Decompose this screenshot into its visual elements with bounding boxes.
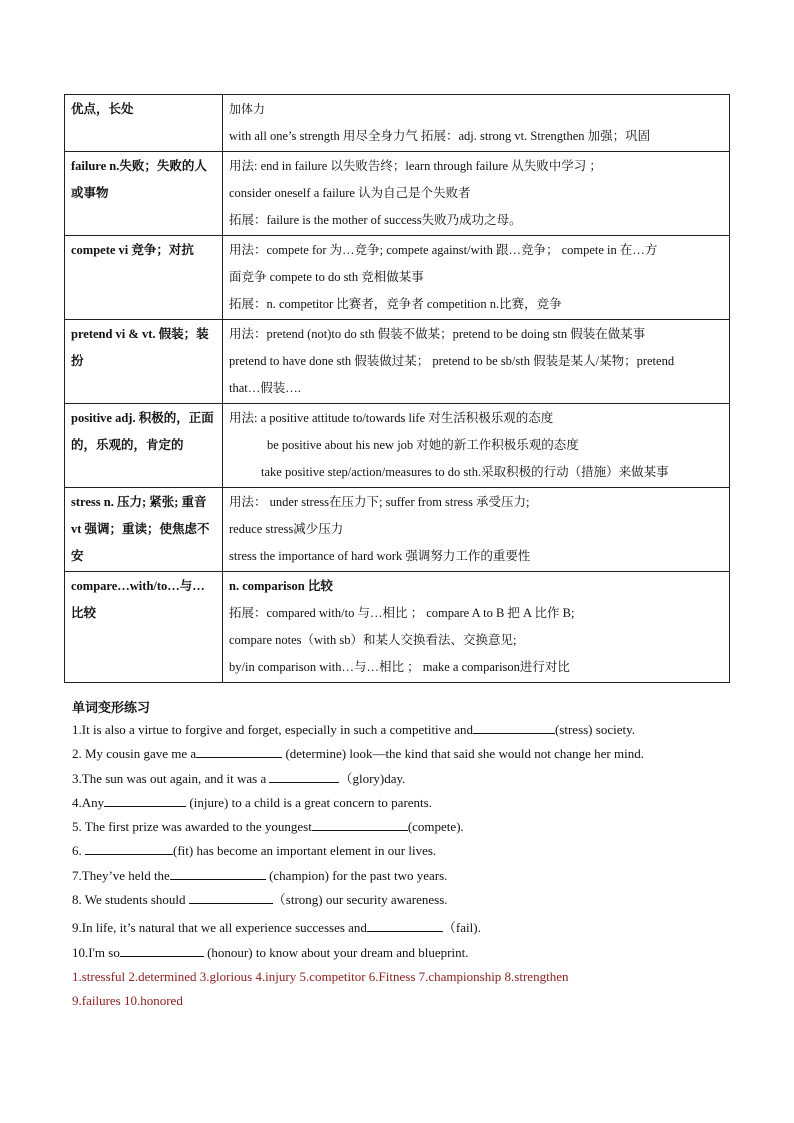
exercise-list: [72, 718, 732, 1014]
usage-line: pretend to have done sth 假装做过某； pretend to be sb/sth 假装是某人/某物；pretend: [229, 354, 675, 368]
exercise-item: [72, 767, 732, 791]
usage-line: compare notes（with sb）和某人交换看法、交换意见;: [229, 633, 517, 647]
exercise-text: 6.: [72, 843, 85, 859]
usage-line: 用法： under stress在压力下; suffer from stress 承受压力;: [229, 495, 530, 509]
usage-line: 用法: end in failure 以失败告终；learn through failure 从失败中学习 ；: [229, 159, 602, 173]
answer-blank[interactable]: [312, 818, 408, 831]
answer-blank[interactable]: [473, 721, 555, 734]
word-cell: 优点，长处: [65, 95, 223, 152]
answer-blank[interactable]: [85, 842, 173, 855]
answer-blank[interactable]: [104, 794, 186, 807]
usage-line: stress the importance of hard work 强调努力工作的重要性: [229, 549, 531, 563]
table-row: [65, 488, 730, 572]
usage-line: consider oneself a failure 认为自己是个失败者: [229, 186, 471, 200]
usage-line: by/in comparison with…与…相比 ； make a comparison进行对比: [229, 660, 570, 674]
answer-key-line: 1.stressful 2.determined 3.glorious 4.injury 5.competitor 6.Fitness 7.championship 8.strengthen: [72, 968, 569, 984]
usage-line: 拓展：compared with/to 与…相比 ； compare A to B 把 A 比作 B;: [229, 606, 575, 620]
exercise-text: (champion) for the past two years.: [265, 867, 448, 883]
usage-line: 面竞争 compete to do sth 竞相做某事: [229, 270, 424, 284]
exercise-text: 3.The sun was out again, and it was a: [72, 770, 270, 786]
answer-blank[interactable]: [189, 891, 273, 904]
exercise-text: (stress) society.: [554, 722, 635, 737]
usage-cell: [223, 152, 730, 236]
table-row: [65, 320, 730, 404]
answer-key-line: 9.failures 10.honored: [72, 993, 183, 1009]
answer-blank[interactable]: [367, 919, 443, 932]
vocab-table-wrapper: [64, 94, 730, 683]
table-row: [65, 404, 730, 488]
exercise-text: (determine) look—the kind that said she would not change her mind.: [282, 746, 644, 762]
answer-blank[interactable]: [196, 745, 282, 758]
exercise-text: （strong) our security awareness.: [272, 892, 448, 908]
usage-line: be positive about his new job 对她的新工作积极乐观的态度: [267, 438, 579, 452]
exercise-item: [72, 941, 732, 965]
usage-line: that…假装….: [229, 381, 301, 395]
answer-blank[interactable]: [269, 770, 339, 783]
exercise-text: 8. We students should: [72, 892, 189, 908]
exercise-text: 7.They’ve held the: [72, 867, 170, 883]
exercise-text: (honour) to know about your dream and blueprint.: [203, 944, 469, 960]
exercise-text: 4.Any: [72, 794, 105, 810]
exercise-text: （fail).: [442, 920, 481, 936]
table-row: [65, 152, 730, 236]
exercise-text: (fit) has become an important element in our lives.: [173, 843, 437, 859]
section-title: 单词变形练习: [72, 701, 151, 716]
answer-blank[interactable]: [120, 944, 204, 957]
usage-line: reduce stress减少压力: [229, 522, 344, 536]
usage-line: 用法：compete for 为…竞争; compete against/with 跟…竞争； compete in 在…方: [229, 243, 658, 257]
answer-blank[interactable]: [170, 867, 266, 880]
word-cell: pretend vi & vt. 假装；装扮: [65, 320, 223, 404]
exercise-item: [72, 718, 732, 742]
usage-line: 加体力: [229, 102, 266, 116]
exercise-text: (injure) to a child is a great concern to parents.: [186, 794, 432, 810]
word-cell: compete vi 竞争；对抗: [65, 236, 223, 320]
usage-line: take positive step/action/measures to do sth.采取积极的行动（措施）来做某事: [261, 465, 669, 479]
table-row: [65, 572, 730, 683]
table-row: [65, 236, 730, 320]
exercise-text: 1.It is also a virtue to forgive and forget, especially in such a competitive and: [72, 722, 473, 737]
usage-cell: [223, 95, 730, 152]
usage-line: 拓展：failure is the mother of success失败乃成功之母。: [229, 213, 522, 227]
usage-line: 用法：pretend (not)to do sth 假装不做某；pretend to be doing stn 假装在做某事: [229, 327, 646, 341]
exercise-item: [72, 864, 732, 888]
usage-cell: [223, 572, 730, 683]
exercise-text: 2. My cousin gave me a: [72, 746, 197, 762]
table-row: [65, 95, 730, 152]
exercise-item: [72, 839, 732, 863]
exercise-text: 9.In life, it’s natural that we all experience successes and: [72, 920, 367, 936]
exercise-item: [72, 791, 732, 815]
exercise-text: (compete).: [407, 819, 464, 835]
usage-cell: [223, 404, 730, 488]
word-cell: positive adj. 积极的，正面的，乐观的，肯定的: [65, 404, 223, 488]
usage-line: n. comparison 比较: [229, 579, 333, 593]
word-cell: failure n.失败；失败的人或事物: [65, 152, 223, 236]
usage-cell: [223, 488, 730, 572]
usage-cell: [223, 320, 730, 404]
word-cell: stress n. 压力; 紧张; 重音 vt 强调；重读；使焦虑不安: [65, 488, 223, 572]
vocab-table: [64, 94, 730, 683]
exercise-item: [72, 916, 732, 940]
exercise-item: [72, 815, 732, 839]
exercise-item: [72, 742, 732, 766]
exercise-text: 5. The first prize was awarded to the youngest: [72, 819, 312, 835]
usage-line: 拓展：n. competitor 比赛者，竞争者 competition n.比赛，竞争: [229, 297, 562, 311]
word-cell: compare…with/to…与…比较: [65, 572, 223, 683]
usage-line: 用法: a positive attitude to/towards life 对生活积极乐观的态度: [229, 411, 554, 425]
usage-cell: [223, 236, 730, 320]
exercise-item: [72, 888, 732, 912]
exercise-text: （glory)day.: [339, 770, 406, 786]
exercise-text: 10.I'm so: [72, 944, 120, 960]
usage-line: with all one’s strength 用尽全身力气 拓展：adj. strong vt. Strengthen 加强；巩固: [229, 129, 651, 143]
